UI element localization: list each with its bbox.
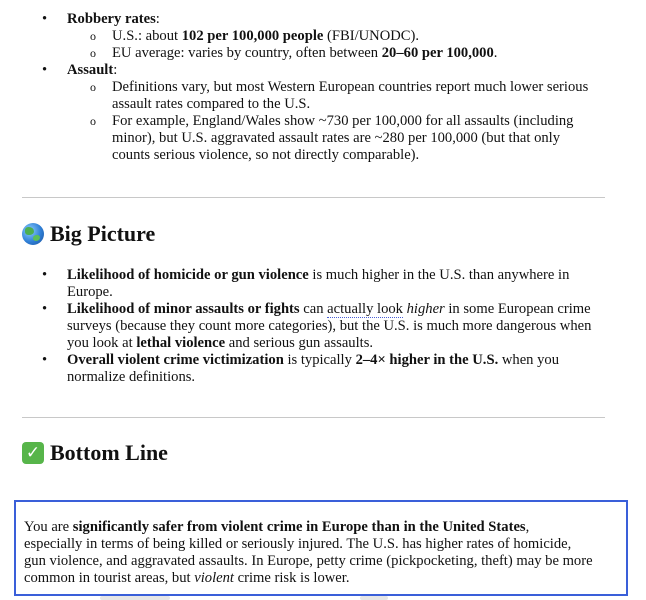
- list-item-assault-definitions: o Definitions vary, but most Western European countries report much lower serious assault rates compared to the U.S.: [90, 79, 589, 112]
- big-picture-list: [0, 267, 646, 386]
- scrollbar-thumb[interactable]: [360, 596, 388, 600]
- list-item-assault-example: o For example, England/Wales show ~730 per 100,000 for all assaults (including minor), but U.S. aggravated assault rates are ~280 per 100,000 (but that only counts serious violence, so not directly comparable).: [90, 113, 574, 163]
- stats-list: [0, 11, 646, 164]
- bottom-line-callout: [14, 500, 628, 596]
- section-heading-bottom-line: [22, 440, 168, 466]
- bottom-line-paragraph: You are significantly safer from violent crime in Europe than in the United States, especially in terms of being killed or seriously injured. The U.S. has higher rates of homicide, gun violence, and aggravated assaults. In Europe, petty crime (pickpocketing, theft) may be more common in tourist areas, but violent crime risk is lower.: [24, 519, 593, 586]
- divider: [22, 197, 605, 198]
- section-heading-big-picture: [22, 221, 155, 247]
- robbery-label: Robbery rates: [67, 11, 156, 27]
- list-item-robbery-eu: o EU average: varies by country, often between 20–60 per 100,000.: [90, 45, 498, 61]
- list-item-robbery-us: o U.S.: about 102 per 100,000 people (FBI/UNODC).: [90, 28, 420, 44]
- list-item: • Overall violent crime victimization is typically 2–4× higher in the U.S. when you normalize definitions.: [42, 352, 560, 385]
- divider: [22, 417, 605, 418]
- list-item-assault: • Assault:: [42, 62, 118, 78]
- list-item-robbery: • Robbery rates:: [42, 11, 160, 27]
- list-item: • Likelihood of minor assaults or fights can actually look higher in some European crime surveys (because they count more categories), but the U.S. is much more dangerous when you look at lethal violence and serious gun assaults.: [42, 301, 592, 351]
- list-item: • Likelihood of homicide or gun violence is much higher in the U.S. than anywhere in Europe.: [42, 267, 570, 300]
- spellcheck-underline: actually look: [327, 301, 403, 317]
- assault-label: Assault: [67, 62, 114, 78]
- big-picture-title: Big Picture: [50, 221, 156, 246]
- bottom-line-title: Bottom Line: [50, 440, 168, 465]
- check-icon: ✓: [22, 442, 44, 464]
- globe-icon: [22, 223, 44, 245]
- scrollbar[interactable]: [100, 596, 170, 600]
